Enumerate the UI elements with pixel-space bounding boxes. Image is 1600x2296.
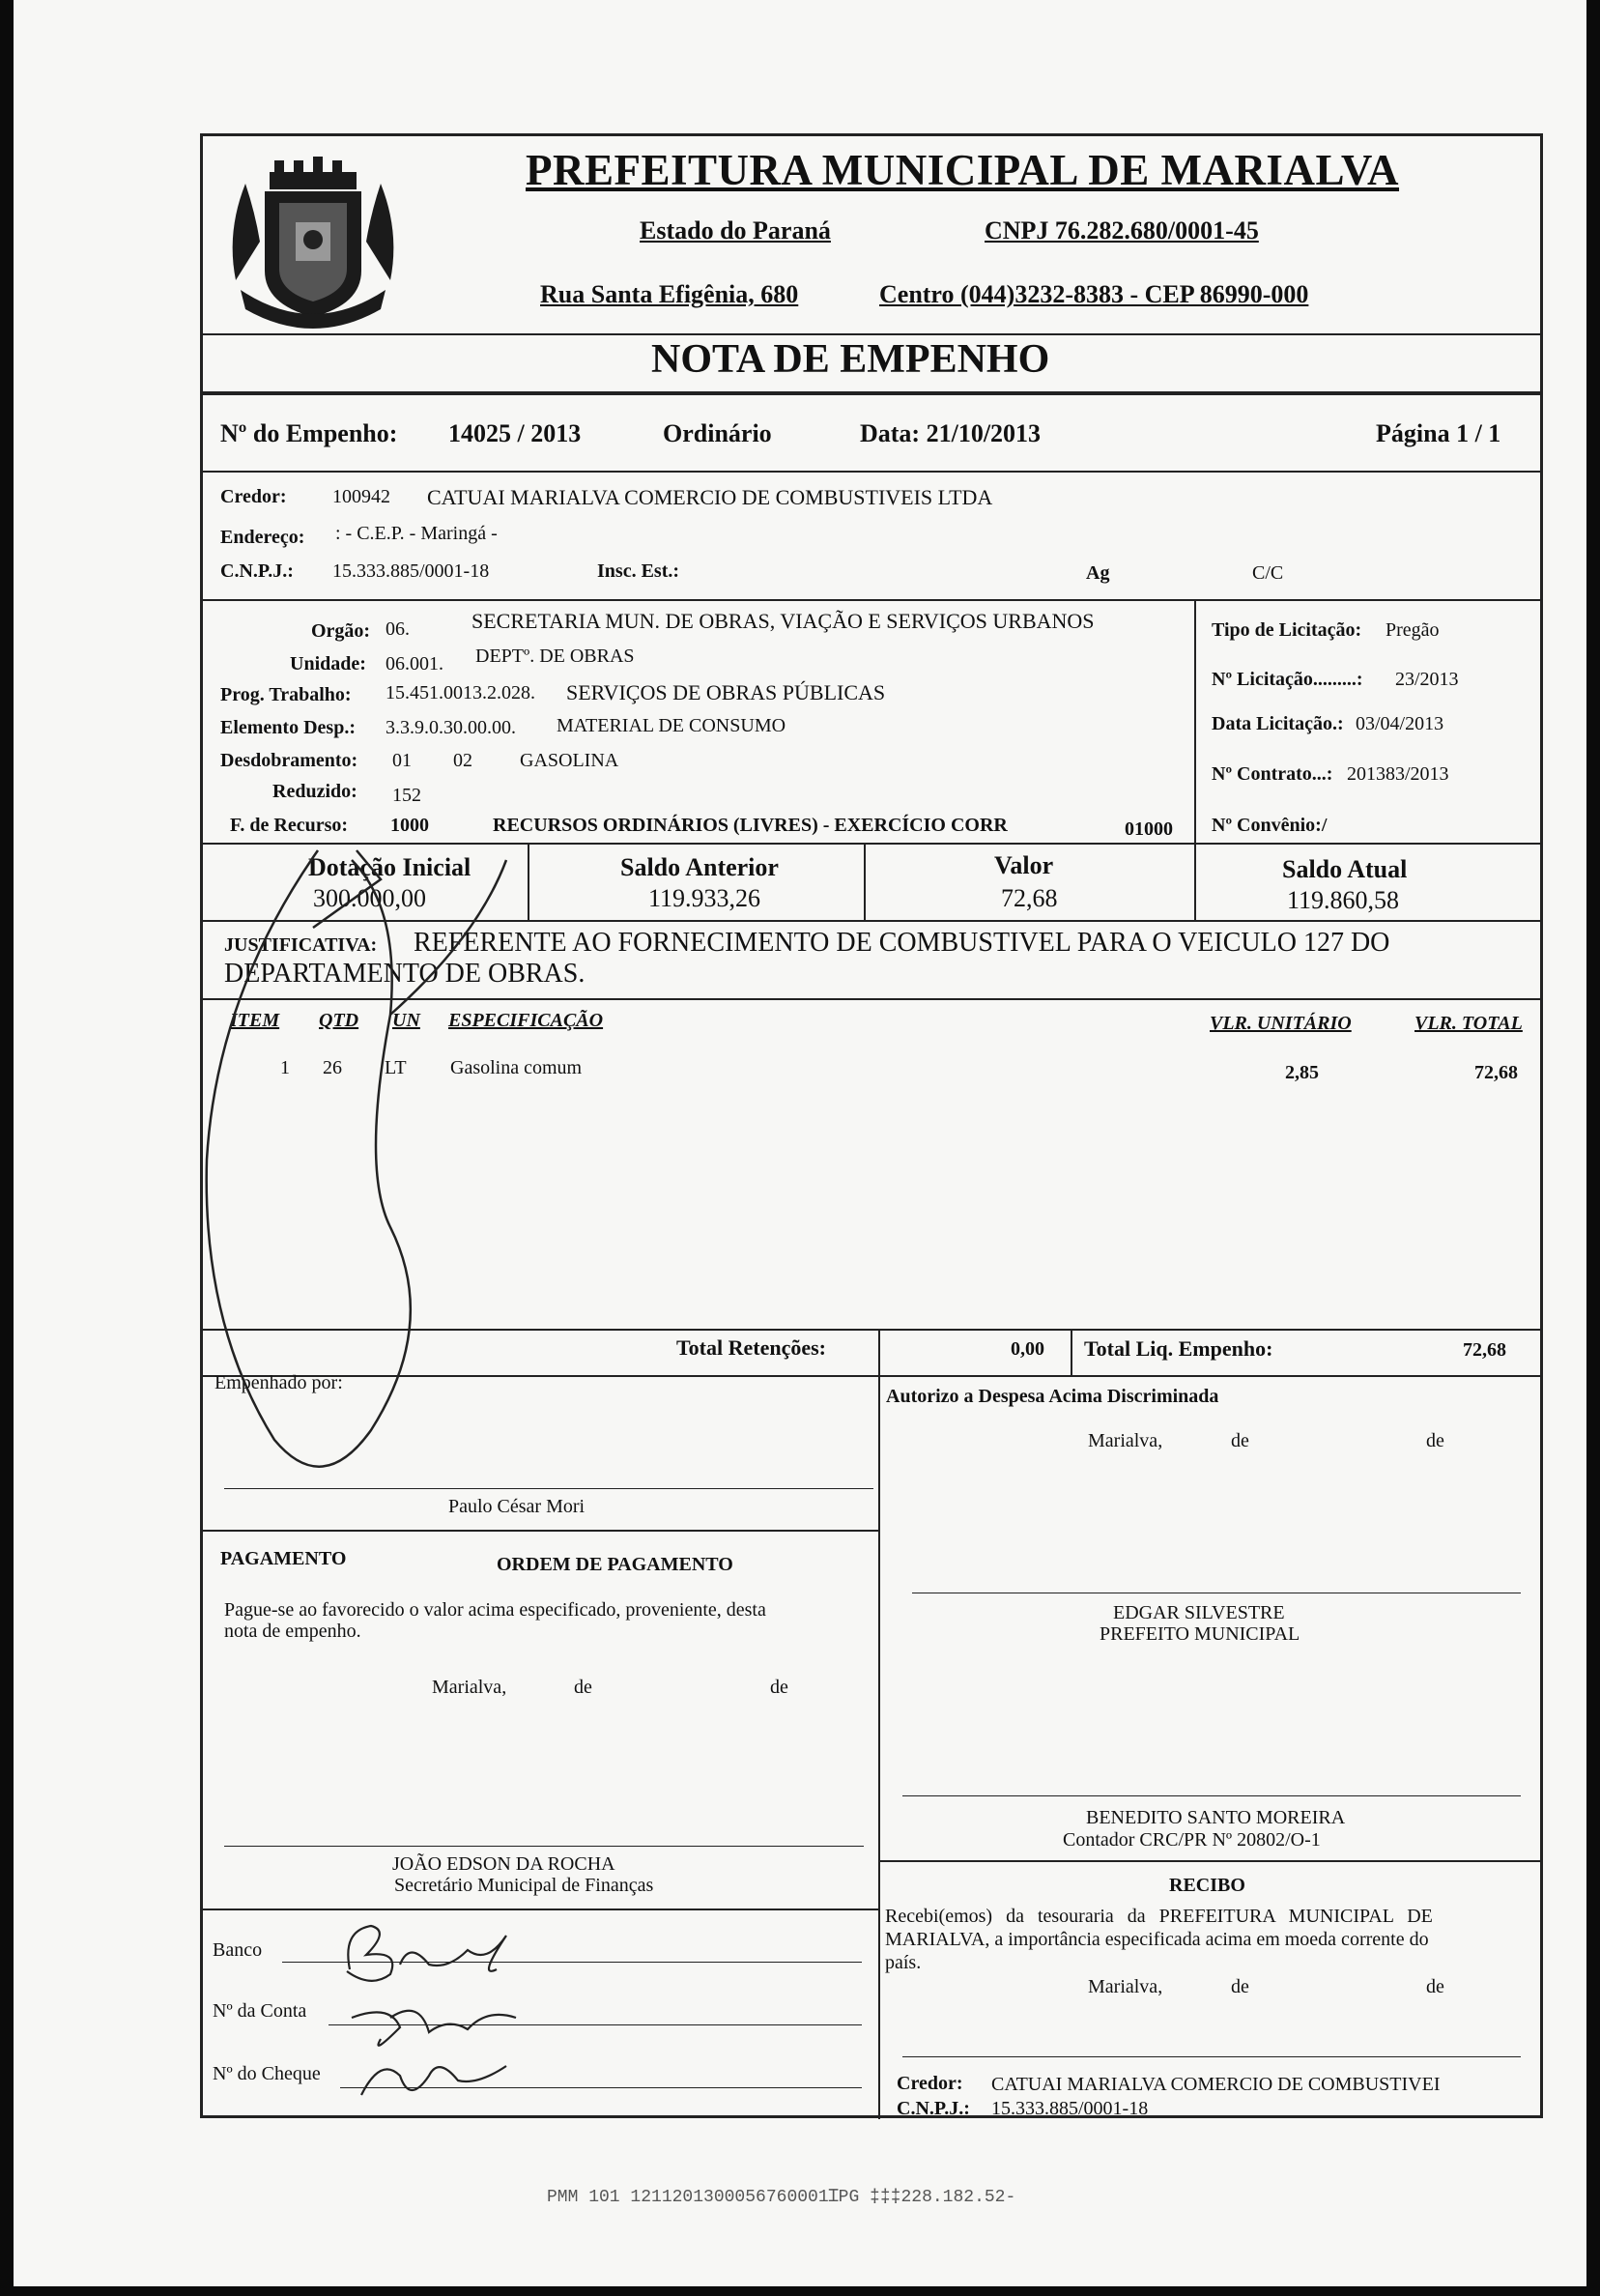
cheque-label: Nº do Cheque: [213, 2063, 321, 2084]
credor-code: 100942: [332, 486, 390, 507]
local-data-de: de: [1426, 1976, 1444, 1997]
desdobramento-b: 02: [453, 750, 472, 771]
total-liquido-label: Total Liq. Empenho:: [1084, 1336, 1273, 1361]
orgao-value: 06.: [386, 618, 410, 640]
divider: [878, 1860, 1543, 1862]
contador-nome: BENEDITO SANTO MOREIRA: [1086, 1807, 1346, 1828]
justificativa-line-2: DEPARTAMENTO DE OBRAS.: [224, 959, 586, 989]
page-number: Página 1 / 1: [1376, 419, 1501, 447]
contrato-value: 201383/2013: [1347, 763, 1449, 785]
bank-signature: [332, 1911, 555, 2105]
divider: [1071, 1329, 1072, 1375]
pagamento-label: PAGAMENTO: [220, 1548, 347, 1569]
document-title: NOTA DE EMPENHO: [651, 337, 1050, 382]
recibo-texto-1: Recebi(emos) da tesouraria da PREFEITURA MUNICIPAL DE: [885, 1906, 1433, 1927]
divider: [200, 333, 1543, 335]
footer-stamp: PMM 101 1211201300056760001ꞮPG ‡‡‡228.182.52-: [547, 2188, 1016, 2207]
elemento-label: Elemento Desp.:: [220, 717, 356, 738]
empenho-date: Data: 21/10/2013: [860, 419, 1042, 447]
recibo-texto-2: MARIALVA, a importância especificada acima em moeda corrente do: [885, 1929, 1429, 1950]
local-data-de: de: [1231, 1430, 1249, 1451]
prefeito-nome: EDGAR SILVESTRE: [1113, 1602, 1285, 1623]
signature-line: [902, 2056, 1521, 2057]
local-data-de: de: [1426, 1430, 1444, 1451]
reduzido-label: Reduzido:: [272, 781, 357, 802]
divider: [1194, 599, 1196, 843]
saldo-atual-value: 119.860,58: [1287, 886, 1400, 914]
empenho-type: Ordinário: [663, 419, 772, 447]
cnpj-label: C.N.P.J.:: [220, 560, 294, 582]
agencia-label: Ag: [1086, 562, 1110, 584]
street-address: Rua Santa Efigênia, 680: [540, 280, 799, 308]
recibo-credor-label: Credor:: [897, 2073, 963, 2094]
empenhado-nome: Paulo César Mori: [448, 1496, 586, 1517]
signature-line: [902, 1795, 1521, 1796]
prog-trabalho-desc: SERVIÇOS DE OBRAS PÚBLICAS: [566, 680, 886, 704]
tipo-licitacao-label: Tipo de Licitação:: [1212, 619, 1362, 641]
total-retencoes-label: Total Retenções:: [676, 1335, 826, 1360]
local-data-de: de: [1231, 1976, 1249, 1997]
especificacao-header: ESPECIFICAÇÃO: [448, 1010, 604, 1031]
reduzido-value: 152: [392, 785, 421, 806]
local-data-city: Marialva,: [1088, 1430, 1163, 1451]
unidade-value: 06.001.: [386, 653, 443, 674]
divider: [200, 1909, 878, 1910]
licitacao-numero-label: Nº Licitação.........:: [1212, 669, 1363, 690]
item-total-price: 72,68: [1474, 1062, 1518, 1083]
vlr-total-header: VLR. TOTAL: [1414, 1013, 1523, 1034]
document-page: [14, 0, 1586, 2286]
divider: [1194, 843, 1196, 920]
vlr-unitario-header: VLR. UNITÁRIO: [1210, 1013, 1352, 1034]
convenio-label: Nº Convênio:/: [1212, 815, 1328, 836]
recibo-title: RECIBO: [1169, 1875, 1245, 1896]
item-unit-price: 2,85: [1285, 1062, 1319, 1083]
conta-corrente-label: C/C: [1252, 562, 1284, 584]
prog-trabalho-label: Prog. Trabalho:: [220, 684, 352, 705]
ordem-texto-2: nota de empenho.: [224, 1621, 361, 1642]
total-liquido-value: 72,68: [1463, 1339, 1506, 1361]
empenho-label: Nº do Empenho:: [220, 419, 398, 447]
ordem-pagamento-label: ORDEM DE PAGAMENTO: [497, 1554, 733, 1575]
unidade-label: Unidade:: [290, 653, 366, 674]
valor-label: Valor: [994, 851, 1054, 879]
recibo-texto-3: país.: [885, 1952, 922, 1973]
item-qtd: 26: [323, 1057, 342, 1078]
recurso-value: 1000: [390, 815, 429, 836]
data-licitacao: 03/04/2013: [1356, 713, 1444, 734]
local-data-city: Marialva,: [1088, 1976, 1163, 1997]
empenho-number: 14025 / 2013: [448, 419, 582, 447]
handwritten-signature: [158, 821, 545, 1546]
ordem-texto-1: Pague-se ao favorecido o valor acima especificado, proveniente, desta: [224, 1599, 766, 1621]
insc-est-label: Insc. Est.:: [597, 560, 680, 582]
saldo-anterior-value: 119.933,26: [648, 884, 761, 912]
item-spec: Gasolina comum: [450, 1057, 583, 1078]
un-header: UN: [392, 1010, 420, 1031]
recurso-desc: RECURSOS ORDINÁRIOS (LIVRES) - EXERCÍCIO CORR: [493, 815, 1008, 836]
autorizo-label: Autorizo a Despesa Acima Discriminada: [886, 1386, 1219, 1407]
divider: [878, 1329, 880, 1375]
orgao-label: Orgão:: [311, 620, 371, 642]
prefeito-cargo: PREFEITO MUNICIPAL: [1100, 1623, 1300, 1645]
licitacao-numero: 23/2013: [1395, 669, 1459, 690]
empenhado-label: Empenhado por:: [214, 1372, 343, 1393]
unidade-desc: DEPTº. DE OBRAS: [475, 646, 635, 667]
dotacao-value: 300.000,00: [313, 884, 426, 912]
state-name: Estado do Paraná: [640, 216, 831, 244]
total-retencoes-value: 0,00: [1011, 1338, 1044, 1360]
divider: [864, 843, 866, 920]
recibo-cnpj-label: C.N.P.J.:: [897, 2098, 970, 2119]
banco-label: Banco: [213, 1939, 263, 1961]
endereco-label: Endereço:: [220, 527, 305, 548]
item-un: LT: [385, 1057, 407, 1078]
local-data-de: de: [770, 1677, 788, 1698]
prog-trabalho-value: 15.451.0013.2.028.: [386, 682, 535, 703]
endereco-value: : - C.E.P. - Maringá -: [335, 523, 498, 544]
elemento-value: 3.3.9.0.30.00.00.: [386, 717, 516, 738]
saldo-atual-label: Saldo Atual: [1282, 855, 1408, 883]
desdobramento-desc: GASOLINA: [520, 750, 619, 771]
signature-line: [224, 1846, 864, 1847]
municipality-title: PREFEITURA MUNICIPAL DE MARIALVA: [526, 146, 1400, 194]
justificativa-line-1: REFERENTE AO FORNECIMENTO DE COMBUSTIVEL PARA O VEICULO 127 DO: [414, 928, 1390, 958]
credor-name: CATUAI MARIALVA COMERCIO DE COMBUSTIVEIS LTDA: [427, 485, 993, 509]
credor-cnpj: 15.333.885/0001-18: [332, 560, 490, 582]
orgao-desc: SECRETARIA MUN. DE OBRAS, VIAÇÃO E SERVIÇOS URBANOS: [471, 609, 1095, 633]
justificativa-label: JUSTIFICATIVA:: [224, 934, 378, 956]
desdobramento-label: Desdobramento:: [220, 750, 358, 771]
credor-label: Credor:: [220, 486, 287, 507]
elemento-desc: MATERIAL DE CONSUMO: [557, 715, 786, 736]
valor-value: 72,68: [1001, 884, 1058, 912]
recurso-code: 01000: [1125, 818, 1173, 840]
desdobramento-a: 01: [392, 750, 412, 771]
divider: [200, 391, 1543, 395]
contador-cargo: Contador CRC/PR Nº 20802/O-1: [1063, 1829, 1321, 1851]
data-licitacao-label: Data Licitação.:: [1212, 713, 1344, 734]
recurso-label: F. de Recurso:: [230, 815, 349, 836]
secretario-cargo: Secretário Municipal de Finanças: [394, 1875, 654, 1896]
item-number: 1: [280, 1057, 290, 1078]
divider: [878, 1375, 880, 2119]
divider: [200, 599, 1543, 601]
recibo-credor: CATUAI MARIALVA COMERCIO DE COMBUSTIVEI: [991, 2074, 1441, 2095]
local-data-de: de: [574, 1677, 592, 1698]
divider: [200, 471, 1543, 473]
recibo-cnpj: 15.333.885/0001-18: [991, 2098, 1149, 2119]
dotacao-label: Dotação Inicial: [308, 853, 471, 881]
cnpj-header: CNPJ 76.282.680/0001-45: [985, 216, 1259, 244]
qtd-header: QTD: [319, 1010, 359, 1031]
coat-of-arms-logo: [216, 145, 410, 338]
conta-label: Nº da Conta: [213, 2000, 307, 2022]
contrato-label: Nº Contrato...:: [1212, 763, 1333, 785]
contact-info: Centro (044)3232-8383 - CEP 86990-000: [879, 280, 1309, 308]
item-header: ITEM: [230, 1010, 280, 1031]
local-data-city: Marialva,: [432, 1677, 507, 1698]
saldo-anterior-label: Saldo Anterior: [620, 853, 779, 881]
tipo-licitacao-value: Pregão: [1386, 619, 1440, 641]
secretario-nome: JOÃO EDSON DA ROCHA: [392, 1853, 615, 1875]
